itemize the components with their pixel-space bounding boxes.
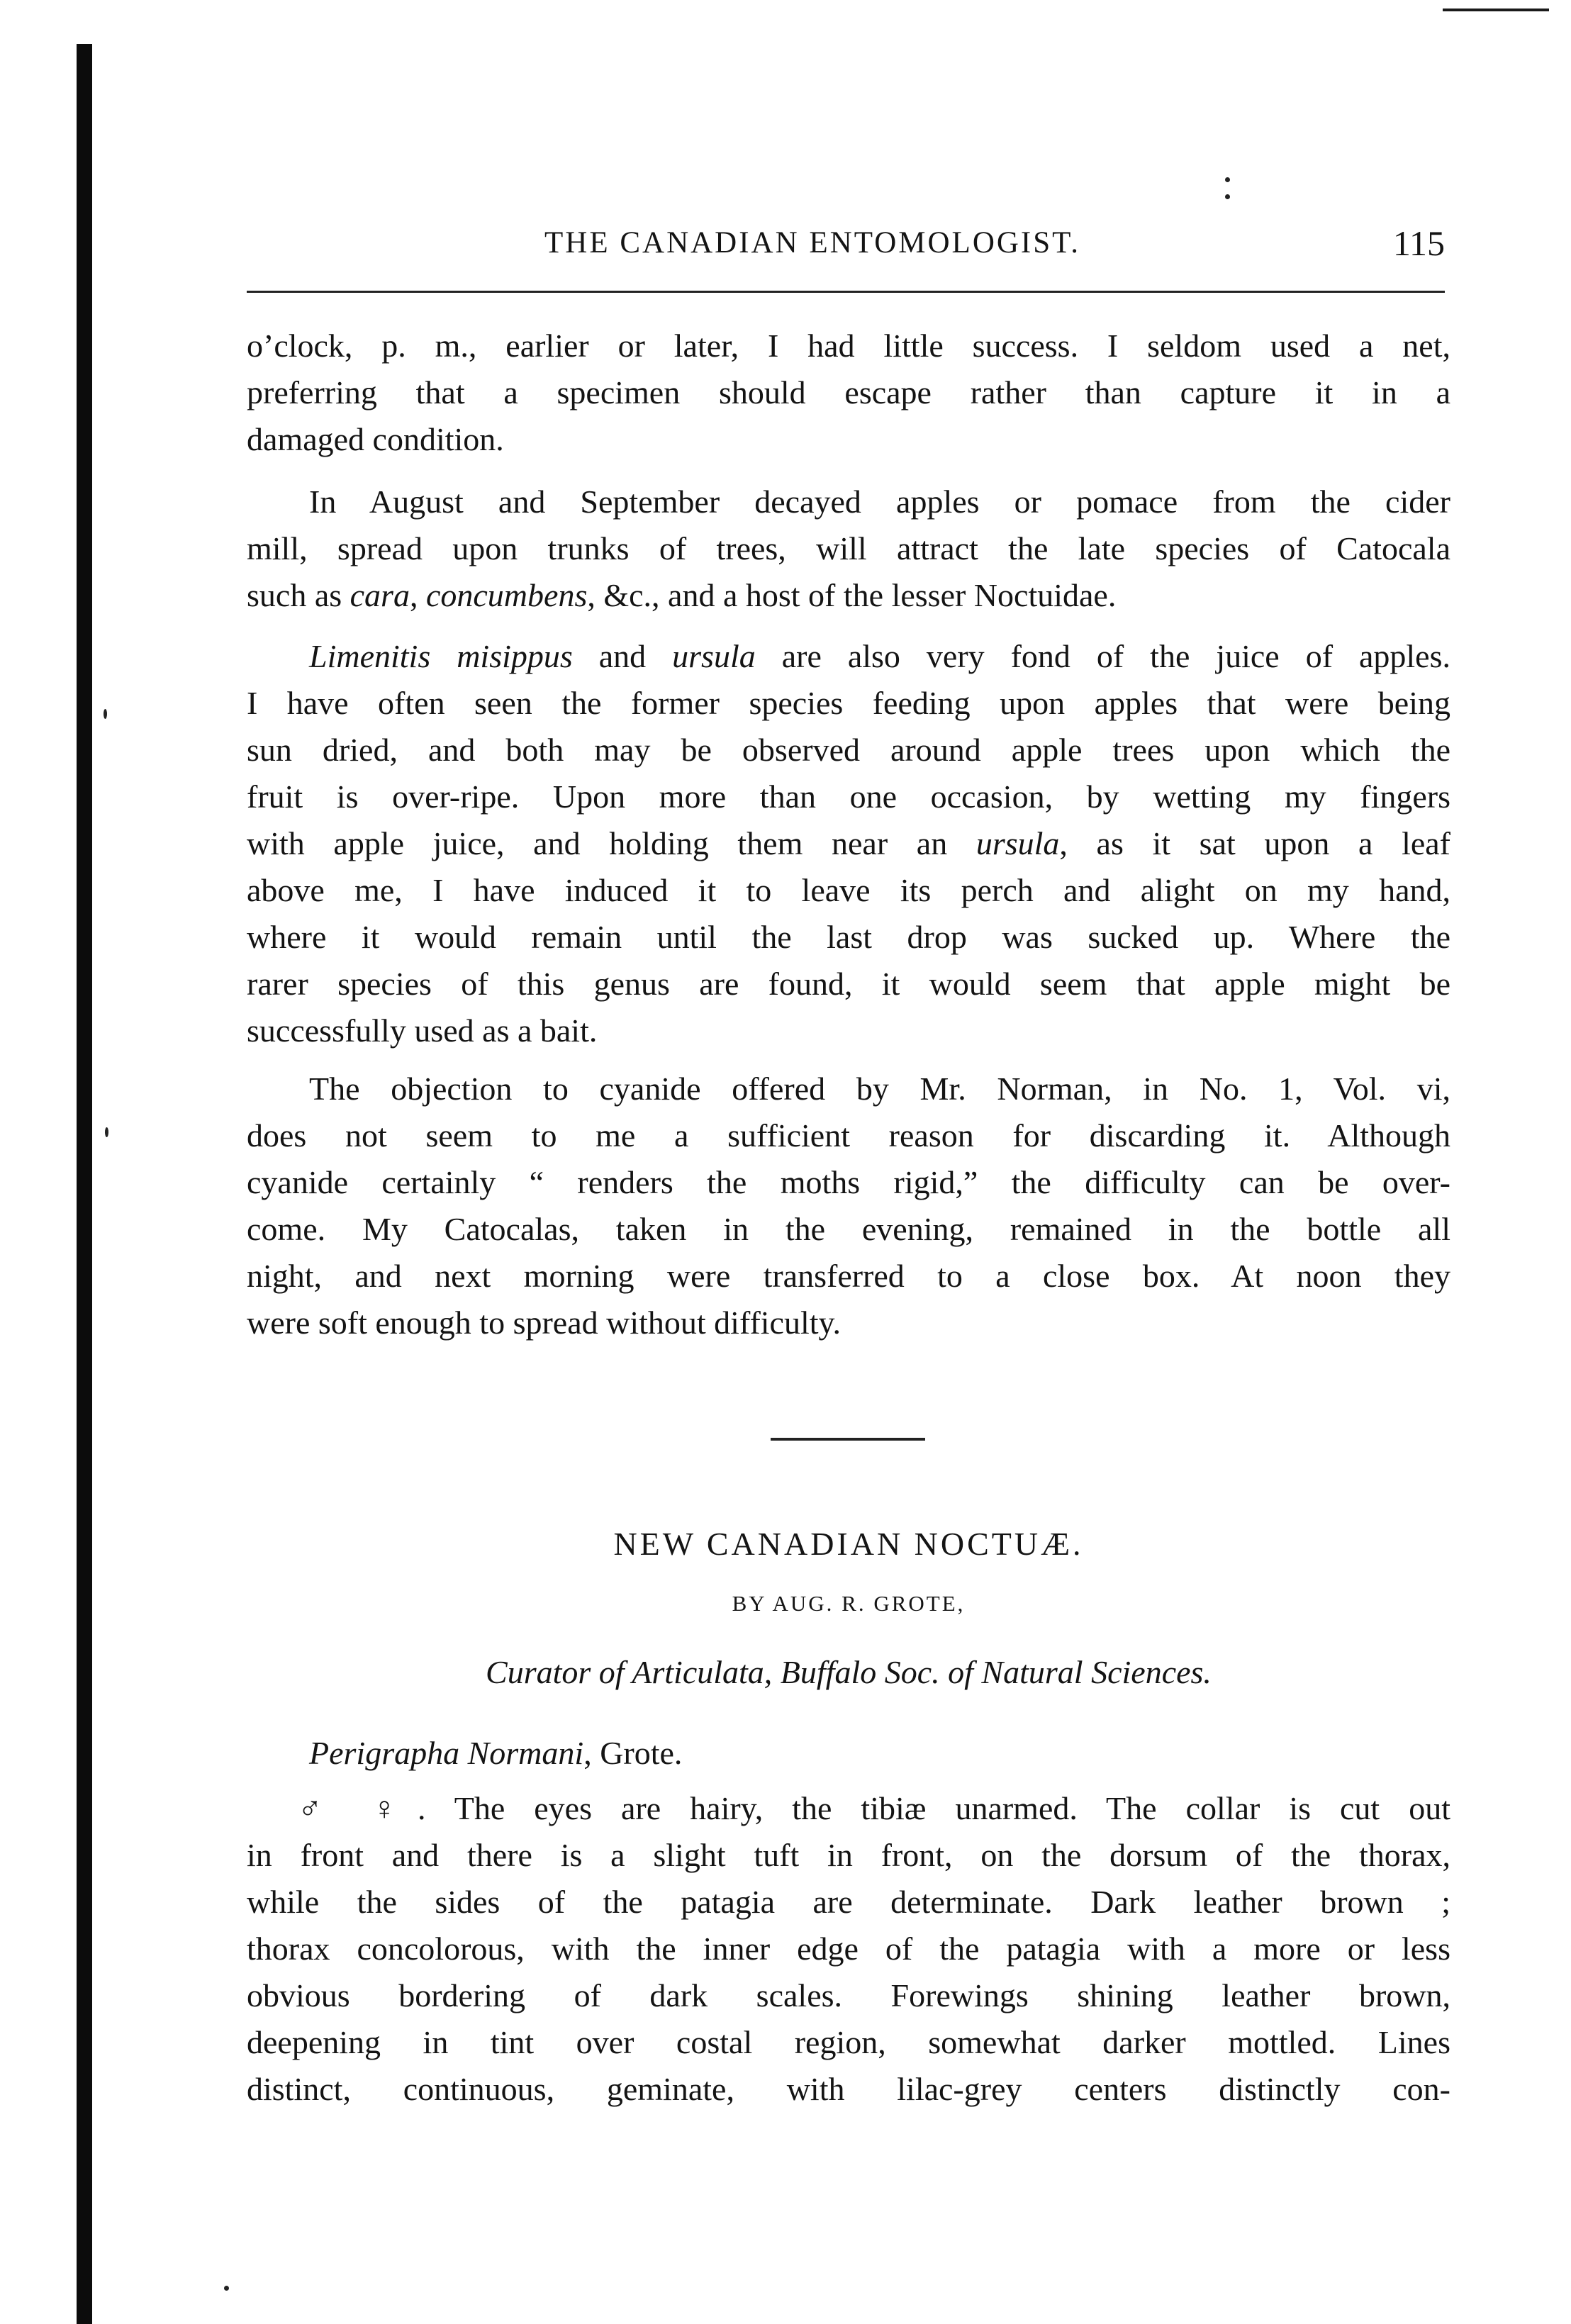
scan-top-rule: [1443, 9, 1549, 11]
text-line: rarer species of this genus are found, it would seem that apple might be: [247, 966, 1450, 1002]
text-line: [247, 1730, 1450, 1777]
species-italic: cara: [350, 577, 410, 613]
text-line: I have often seen the former species feeding upon apples that were being: [247, 685, 1450, 721]
scan-speck: [104, 709, 107, 719]
text-line: ♂ ♀. The eyes are hairy, the tibiæ unarmed. The collar is cut out: [298, 1790, 1450, 1826]
scan-speck: [105, 1127, 108, 1137]
species-description: [247, 1785, 1450, 2113]
paragraph-2: [247, 479, 1450, 619]
author-affiliation: Curator of Articulata, Buffalo Soc. of Natural Sciences.: [486, 1654, 1212, 1690]
species-name: Perigrapha Normani: [309, 1735, 584, 1771]
running-head: [247, 211, 1450, 275]
article-title: NEW CANADIAN NOCTUÆ.: [613, 1526, 1084, 1562]
text-line: were soft enough to spread without difficulty.: [247, 1305, 842, 1341]
text-line: Limenitis misippus and ursula are also very fond of the juice of apples.: [309, 638, 1450, 674]
text-line: successfully used as a bait.: [247, 1012, 598, 1049]
header-rule: [247, 291, 1445, 293]
text-line: preferring that a specimen should escape rather than capture it in a: [247, 374, 1450, 410]
text-line: sun dried, and both may be observed around apple trees upon which the: [247, 732, 1450, 768]
species-author: , Grote.: [583, 1735, 683, 1771]
text-line: The objection to cyanide offered by Mr. Norman, in No. 1, Vol. vi,: [309, 1071, 1450, 1107]
scan-speck: [1225, 177, 1230, 182]
text-line: above me, I have induced it to leave its perch and alight on my hand,: [247, 872, 1450, 908]
text-line: while the sides of the patagia are determinate. Dark leather brown ;: [247, 1884, 1450, 1920]
species-italic: concumbens: [425, 577, 588, 613]
text-line: In August and September decayed apples or pomace from the cider: [309, 484, 1450, 520]
text-line: thorax concolorous, with the inner edge of the patagia with a more or less: [247, 1931, 1450, 1967]
text-line: cyanide certainly “ renders the moths rigid,” the difficulty can be over-: [247, 1164, 1450, 1200]
text-line: does not seem to me a sufficient reason for discarding it. Although: [247, 1117, 1450, 1153]
text-line: o’clock, p. m., earlier or later, I had little success. I seldom used a net,: [247, 328, 1450, 364]
paragraph-4: [247, 1066, 1450, 1346]
text-line: in front and there is a slight tuft in front, on the dorsum of the thorax,: [247, 1837, 1450, 1873]
text-line: deepening in tint over costal region, somewhat darker mottled. Lines: [247, 2024, 1450, 2060]
page-number: 115: [1392, 223, 1445, 263]
text-line: distinct, continuous, geminate, with lilac-grey centers distinctly con-: [247, 2071, 1450, 2107]
section-divider: [771, 1438, 925, 1441]
text-line: night, and next morning were transferred to a close box. At noon they: [247, 1258, 1450, 1294]
scan-edge-shadow: [77, 44, 92, 2324]
scan-speck: [224, 2286, 229, 2291]
text-line: such as cara, concumbens, &c., and a host of the lesser Noctuidae.: [247, 577, 1117, 613]
text-line: damaged condition.: [247, 421, 504, 457]
text-line: with apple juice, and holding them near an ursula, as it sat upon a leaf: [247, 825, 1450, 861]
species-heading: [247, 1730, 1450, 1777]
text-line: fruit is over-ripe. Upon more than one occasion, by wetting my fingers: [247, 778, 1450, 815]
species-italic: ursula: [672, 638, 756, 674]
text-line: where it would remain until the last drop was sucked up. Where the: [247, 919, 1450, 955]
paragraph-1: [247, 323, 1450, 463]
species-italic: ursula: [975, 825, 1060, 861]
text-line: obvious bordering of dark scales. Forewings shining leather brown,: [247, 1977, 1450, 2013]
species-italic: Limenitis misippus: [309, 638, 573, 674]
journal-title: THE CANADIAN ENTOMOLOGIST.: [544, 226, 1080, 259]
scan-speck: [1225, 194, 1230, 199]
paragraph-3: [247, 633, 1450, 1054]
text-line: mill, spread upon trunks of trees, will attract the late species of Catocala: [247, 530, 1450, 566]
text-line: come. My Catocalas, taken in the evening, remained in the bottle all: [247, 1211, 1450, 1247]
article-byline: BY AUG. R. GROTE,: [732, 1591, 966, 1616]
